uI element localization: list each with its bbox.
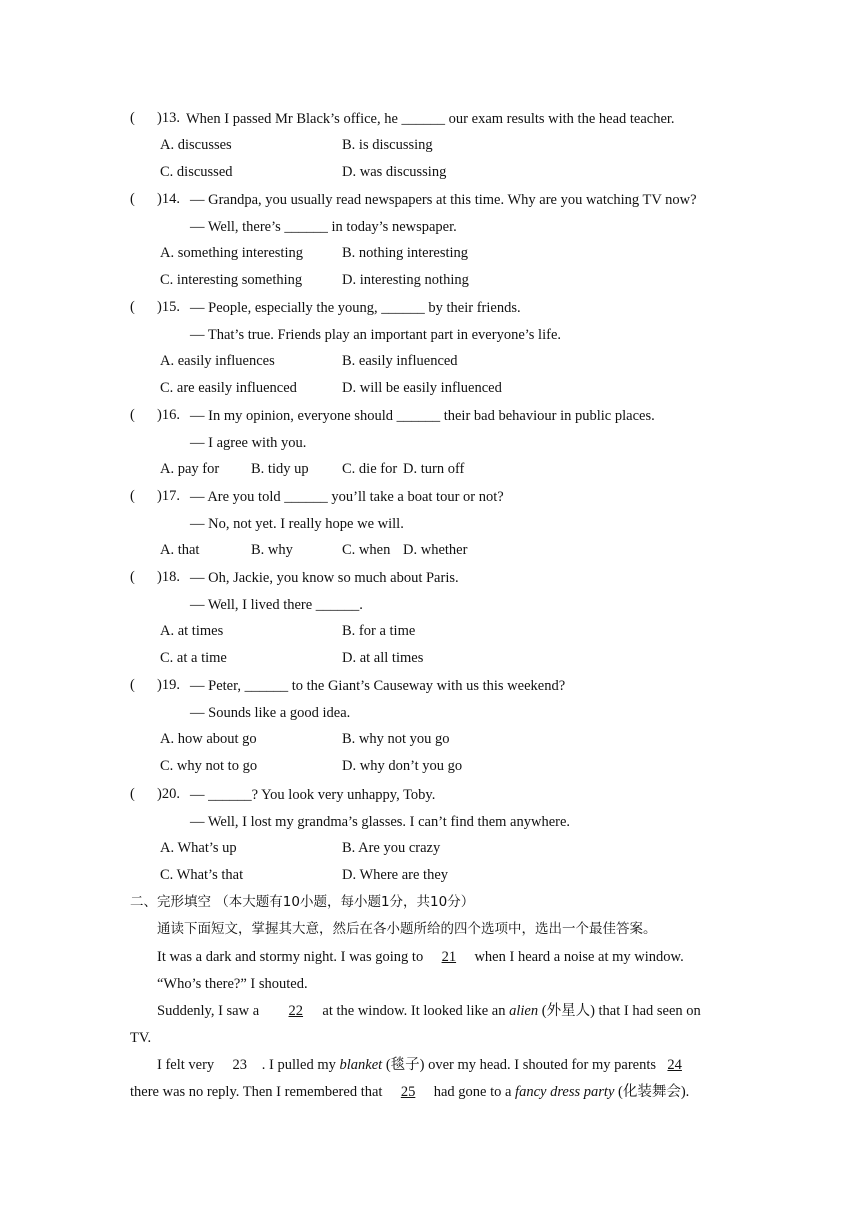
answer-bracket: ( <box>130 677 135 693</box>
passage-line-3: Suddenly, I saw a 22 at the window. It looked like an alien (外星人) that I had seen on <box>157 1003 701 1019</box>
question-stem: — Peter, ______ to the Giant’s Causeway with us this weekend? <box>190 678 566 694</box>
bracket-close: ) <box>157 299 162 315</box>
bracket-close: ) <box>157 407 162 423</box>
passage-line-1: It was a dark and stormy night. I was going to 21 when I heard a noise at my window. <box>157 949 684 965</box>
option-b: B. tidy up <box>251 461 309 477</box>
blank-22: 22 <box>288 1003 304 1019</box>
option-a: A. pay for <box>160 461 220 477</box>
option-c: C. are easily influenced <box>160 380 297 396</box>
answer-bracket: ( <box>130 786 135 802</box>
option-a: A. how about go <box>160 731 257 747</box>
option-d: D. why don’t you go <box>342 758 463 774</box>
option-c: C. What’s that <box>160 867 244 883</box>
bracket-close: ) <box>157 569 162 585</box>
exam-page: ( )13. When I passed Mr Black’s office, he ______ our exam results with the head teacher. A. discusses B. is discussing C. discussed D. was discussing ( )14. — Grandpa, you usually read newspapers at this time. Why are you watching TV now? — Well, there’s ______ in today’s newspaper. A. something interesting B. nothing interesting C. interesting something D. interesting nothing ( )15. — People, especially the young, ______ by their friends. — That’s true. Friends play an important part in everyone’s life. A. easily influences B. easily influenced C. are easily influenced D. will be easily influenced ( )16. — In my opinion, everyone should ______ their bad behaviour in public places. — I agree with you. A. pay for B. tidy up C. die for D. turn off ( )17. — Are you told ______ you’ll take a boat tour or not? — No, not yet. I really hope we will. A. that B. why C. when D. whether ( )18. — Oh, Jackie, you know so much about Paris. — Well, I lived there ______. A. at times B. for a time C. at a time D. at all times ( )19. — Peter, ______ to the Giant’s Causeway with us this weekend? — Sounds like a good idea. A. how about go B. why not you go C. why not to go D. why don’t you go ( )20. — ______? You look very unhappy, Toby. — Well, I lost my grandma’s glasses. I can’t find them anywhere. A. What’s up B. Are you crazy C. What’s that D. Where are they 二、完形填空 （本大题有10小题，每小题1分，共10分） 通读下面短文，掌握其大意，然后在各小题所给的四个选项中，选出一个最佳答案。 It was a dark and stormy night. I was going to 21 when I heard a noise at my window. “Who’s there?” I shouted. Suddenly, I saw a 22 at the window. It looked like an alien (外星人) that I had seen on TV. I felt very 23 . I pulled my blanket (毯子) over my head. I shouted for my parents 24 there was no reply. Then I remembered that 25 had gone to a fancy dress party (化装舞会). <box>130 110 701 1100</box>
bracket-close: ) <box>157 786 162 802</box>
option-d: D. whether <box>403 542 468 558</box>
passage-line-2: “Who’s there?” I shouted. <box>157 976 308 992</box>
option-b: B. is discussing <box>342 137 433 153</box>
question-response: — That’s true. Friends play an important part in everyone’s life. <box>190 327 562 343</box>
question-number: 19 <box>161 677 177 693</box>
option-a: A. What’s up <box>160 840 237 856</box>
option-b: B. why <box>251 542 293 558</box>
option-b: B. for a time <box>342 623 416 639</box>
bracket-close: ) <box>157 677 162 693</box>
option-d: D. interesting nothing <box>342 272 469 288</box>
question-number: 15 <box>161 299 177 315</box>
option-b: B. why not you go <box>342 731 450 747</box>
option-d: D. will be easily influenced <box>342 380 502 396</box>
option-c: C. die for <box>342 461 398 477</box>
blank-25: 25 <box>400 1084 416 1100</box>
option-d: D. turn off <box>403 461 465 477</box>
blank-24: 24 <box>667 1057 682 1073</box>
question-stem: — Oh, Jackie, you know so much about Paris. <box>190 570 459 586</box>
passage-line-5: there was no reply. Then I remembered that 25 had gone to a fancy dress party (化装舞会). <box>130 1084 690 1100</box>
option-b: B. Are you crazy <box>342 840 441 856</box>
question-response: — I agree with you. <box>190 435 307 451</box>
question-stem: — People, especially the young, ______ by their friends. <box>190 300 521 316</box>
option-b: B. easily influenced <box>342 353 458 369</box>
answer-bracket: ( <box>130 407 135 423</box>
question-stem: — Are you told ______ you’ll take a boat tour or not? <box>190 489 504 505</box>
bracket-close: ) <box>157 110 162 126</box>
answer-bracket: ( <box>130 569 135 585</box>
blank-23: 23 <box>232 1057 248 1073</box>
blank-21: 21 <box>441 949 457 965</box>
passage-line-3-cont: TV. <box>130 1030 152 1046</box>
option-b: B. nothing interesting <box>342 245 469 261</box>
question-response: — No, not yet. I really hope we will. <box>190 516 404 532</box>
option-c: C. at a time <box>160 650 227 666</box>
question-number: 17 <box>161 488 177 504</box>
option-c: C. discussed <box>160 164 233 180</box>
question-stem: — In my opinion, everyone should ______ their bad behaviour in public places. <box>190 408 655 424</box>
section-instruction: 通读下面短文，掌握其大意，然后在各小题所给的四个选项中，选出一个最佳答案。 <box>157 921 657 937</box>
option-d: D. at all times <box>342 650 424 666</box>
question-stem: — ______? You look very unhappy, Toby. <box>190 787 436 803</box>
option-a: A. easily influences <box>160 353 275 369</box>
option-c: C. interesting something <box>160 272 303 288</box>
option-d: D. Where are they <box>342 867 449 883</box>
option-c: C. why not to go <box>160 758 258 774</box>
option-a: A. discusses <box>160 137 232 153</box>
question-number: 14 <box>161 191 177 207</box>
option-a: A. that <box>160 542 200 558</box>
option-d: D. was discussing <box>342 164 447 180</box>
answer-bracket: ( <box>130 299 135 315</box>
bracket-close: ) <box>157 191 162 207</box>
question-stem: — Grandpa, you usually read newspapers at this time. Why are you watching TV now? <box>190 192 697 208</box>
question-number: 20 <box>161 786 177 802</box>
passage-line-4: I felt very 23 . I pulled my blanket (毯子) over my head. I shouted for my parents 24 <box>157 1056 690 1074</box>
question-number: 13 <box>161 110 177 126</box>
answer-bracket: ( <box>130 191 135 207</box>
option-a: A. something interesting <box>160 245 303 261</box>
question-number: 16 <box>161 407 177 423</box>
section-heading: 二、完形填空 （本大题有10小题，每小题1分，共10分） <box>130 894 475 910</box>
question-number: 18 <box>161 569 177 585</box>
question-response: — Well, there’s ______ in today’s newspaper. <box>190 219 457 235</box>
answer-bracket: ( <box>130 488 135 504</box>
bracket-close: ) <box>157 488 162 504</box>
option-c: C. when <box>342 542 391 558</box>
question-response: — Sounds like a good idea. <box>190 705 351 721</box>
answer-bracket: ( <box>130 110 135 126</box>
question-response: — Well, I lived there ______. <box>190 597 363 613</box>
question-stem: When I passed Mr Black’s office, he ______ our exam results with the head teacher. <box>186 111 675 127</box>
option-a: A. at times <box>160 623 224 639</box>
question-response: — Well, I lost my grandma’s glasses. I can’t find them anywhere. <box>190 814 571 830</box>
